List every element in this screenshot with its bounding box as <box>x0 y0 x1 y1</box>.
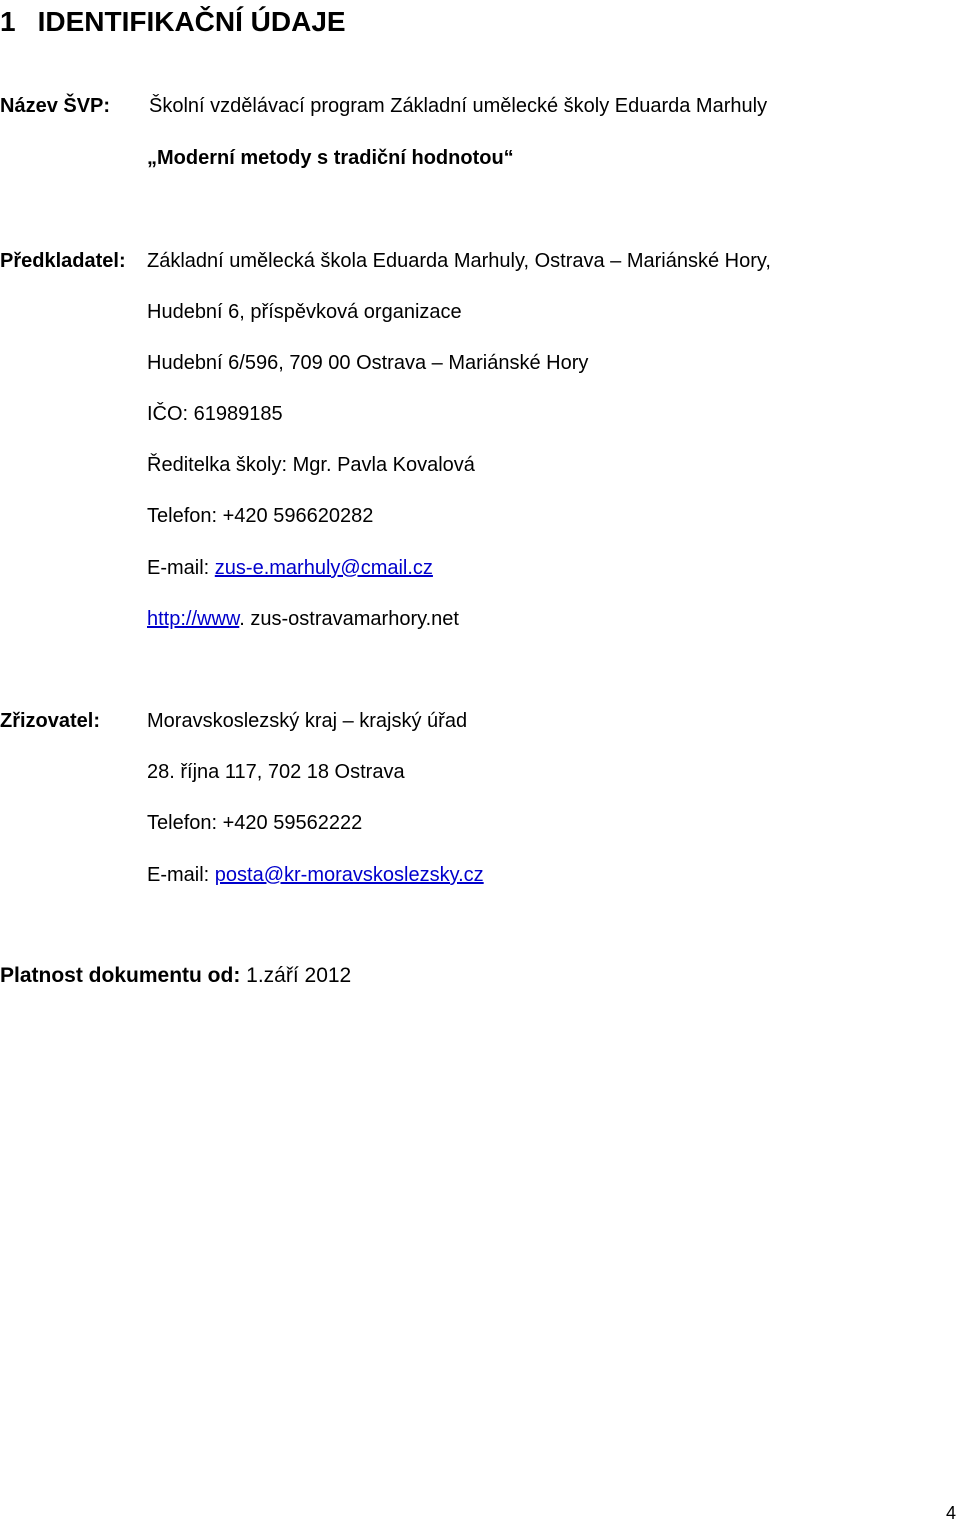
founder-address: 28. října 117, 702 18 Ostrava <box>147 761 405 783</box>
section-title: IDENTIFIKAČNÍ ÚDAJE <box>37 6 346 37</box>
submitter-director: Ředitelka školy: Mgr. Pavla Kovalová <box>147 454 475 476</box>
submitter-line2: Hudební 6, příspěvková organizace <box>147 301 462 323</box>
submitter-web-row <box>147 609 459 629</box>
section-number: 1 <box>0 6 16 37</box>
founder-phone: Telefon: +420 59562222 <box>147 812 363 834</box>
founder-label: Zřizovatel: <box>0 710 101 732</box>
founder-email-row <box>147 865 484 885</box>
svp-program: Školní vzdělávací program Základní umělecké školy Eduarda Marhuly <box>149 95 768 117</box>
validity-label: Platnost dokumentu od: <box>0 964 247 987</box>
submitter-address: Hudební 6/596, 709 00 Ostrava – Mariánské Hory <box>147 352 589 374</box>
svp-motto: „Moderní metody s tradiční hodnotou“ <box>147 147 514 169</box>
founder-email-label: E-mail: <box>147 864 215 886</box>
submitter-web-rest: . zus-ostravamarhory.net <box>239 608 459 630</box>
founder-name: Moravskoslezský kraj – krajský úřad <box>147 710 468 732</box>
svp-label: Název ŠVP: <box>0 95 111 117</box>
submitter-email-label: E-mail: <box>147 557 215 579</box>
submitter-ico: IČO: 61989185 <box>147 403 283 425</box>
submitter-email-row <box>147 558 433 578</box>
section-heading <box>0 8 346 36</box>
submitter-label: Předkladatel: <box>0 250 126 272</box>
submitter-web-link[interactable]: http://www <box>147 608 240 630</box>
submitter-line1: Základní umělecká škola Eduarda Marhuly, Ostrava – Mariánské Hory, <box>147 250 771 272</box>
submitter-phone: Telefon: +420 596620282 <box>147 505 374 527</box>
founder-email-link[interactable]: posta@kr-moravskoslezsky.cz <box>214 864 484 886</box>
validity-row <box>0 965 351 986</box>
page-number: 4 <box>945 1503 956 1523</box>
submitter-email-link[interactable]: zus-e.marhuly@cmail.cz <box>214 557 433 579</box>
validity-date: 1.září 2012 <box>246 964 352 987</box>
